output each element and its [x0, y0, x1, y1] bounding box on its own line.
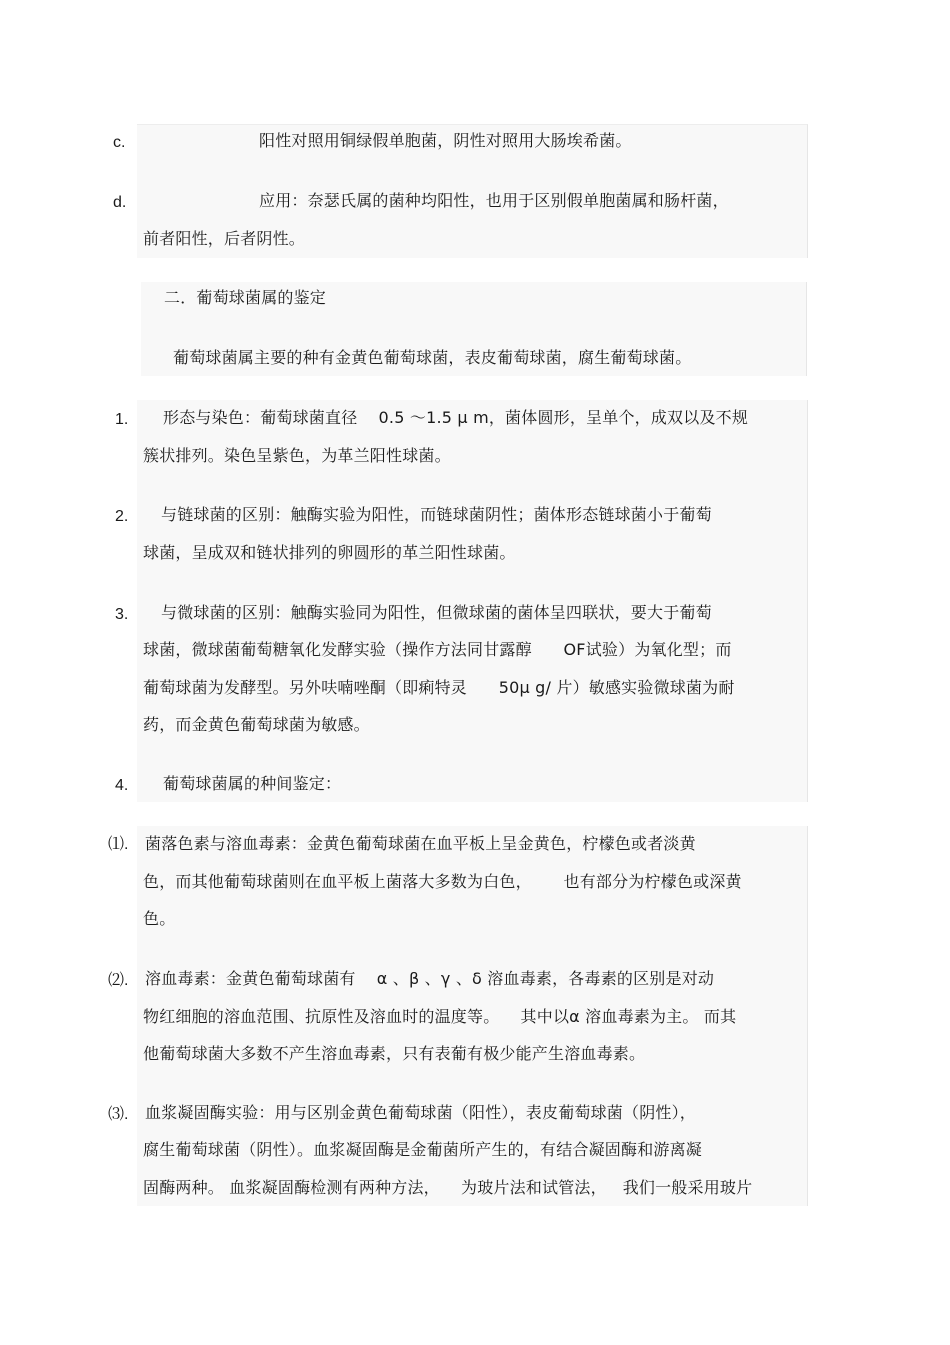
- numbered-marker: 2.: [115, 508, 129, 525]
- sub-text: 色。: [143, 909, 176, 928]
- numbered-text: 与微球菌的区别：触酶实验同为阳性，但微球菌的菌体呈四联状，要大于葡萄: [161, 603, 712, 622]
- sub-text: 固酶两种。 血浆凝固酶检测有两种方法， 为玻片法和试管法， 我们一般采用玻片: [143, 1178, 753, 1197]
- numbered-text: 葡萄球菌属的种间鉴定：: [163, 774, 342, 793]
- sub-text: 溶血毒素：金黄色葡萄球菌有 α 、β 、γ 、δ 溶血毒素，各毒素的区别是对动: [145, 969, 715, 988]
- numbered-text: 葡萄球菌为发酵型。另外呋喃唑酮（即痢特灵 50μ g/ 片）敏感实验微球菌为耐: [143, 678, 735, 697]
- sub-text: 菌落色素与溶血毒素：金黄色葡萄球菌在血平板上呈金黄色，柠檬色或者淡黄: [145, 834, 696, 853]
- numbered-marker: 3.: [115, 606, 129, 623]
- item-marker: c.: [113, 134, 126, 151]
- sub-text: 他葡萄球菌大多数不产生溶血毒素，只有表葡有极少能产生溶血毒素。: [143, 1044, 646, 1063]
- sub-text: 腐生葡萄球菌（阴性）。血浆凝固酶是金葡菌所产生的，有结合凝固酶和游离凝: [143, 1140, 703, 1159]
- sub-marker: ⑴.: [108, 836, 129, 853]
- numbered-text: 形态与染色：葡萄球菌直径 0.5 ～1.5 μ m，菌体圆形，呈单个，成双以及不规: [163, 408, 749, 427]
- sub-text: 物红细胞的溶血范围、抗原性及溶血时的温度等。 其中以α 溶血毒素为主。 而其: [143, 1007, 737, 1026]
- section-intro: 葡萄球菌属主要的种有金黄色葡萄球菌，表皮葡萄球菌，腐生葡萄球菌。: [173, 348, 692, 367]
- numbered-text: 球菌，微球菌葡萄糖氧化发酵实验（操作方法同甘露醇 OF试验）为氧化型；而: [143, 640, 732, 659]
- numbered-marker: 4.: [115, 777, 129, 794]
- numbered-text: 簇状排列。染色呈紫色，为革兰阳性球菌。: [143, 446, 451, 465]
- sub-text: 血浆凝固酶实验：用与区别金黄色葡萄球菌（阳性），表皮葡萄球菌（阴性），: [145, 1103, 697, 1122]
- sub-marker: ⑶.: [108, 1106, 129, 1123]
- item-marker: d.: [113, 194, 127, 211]
- sub-text: 色，而其他葡萄球菌则在血平板上菌落大多数为白色， 也有部分为柠檬色或深黄: [143, 872, 742, 891]
- section-heading: 二．葡萄球菌属的鉴定: [164, 288, 327, 307]
- item-text: 阳性对照用铜绿假单胞菌，阴性对照用大肠埃希菌。: [259, 131, 632, 150]
- sub-marker: ⑵.: [108, 972, 129, 989]
- numbered-text: 与链球菌的区别：触酶实验为阳性，而链球菌阴性；菌体形态链球菌小于葡萄: [161, 505, 712, 524]
- numbered-marker: 1.: [115, 411, 129, 428]
- item-text: 前者阳性，后者阴性。: [143, 229, 306, 248]
- item-text: 应用：奈瑟氏属的菌种均阳性，也用于区别假单胞菌属和肠杆菌，: [259, 191, 729, 210]
- numbered-text: 球菌，呈成双和链状排列的卵圆形的革兰阳性球菌。: [143, 543, 516, 562]
- numbered-text: 药，而金黄色葡萄球菌为敏感。: [143, 715, 370, 734]
